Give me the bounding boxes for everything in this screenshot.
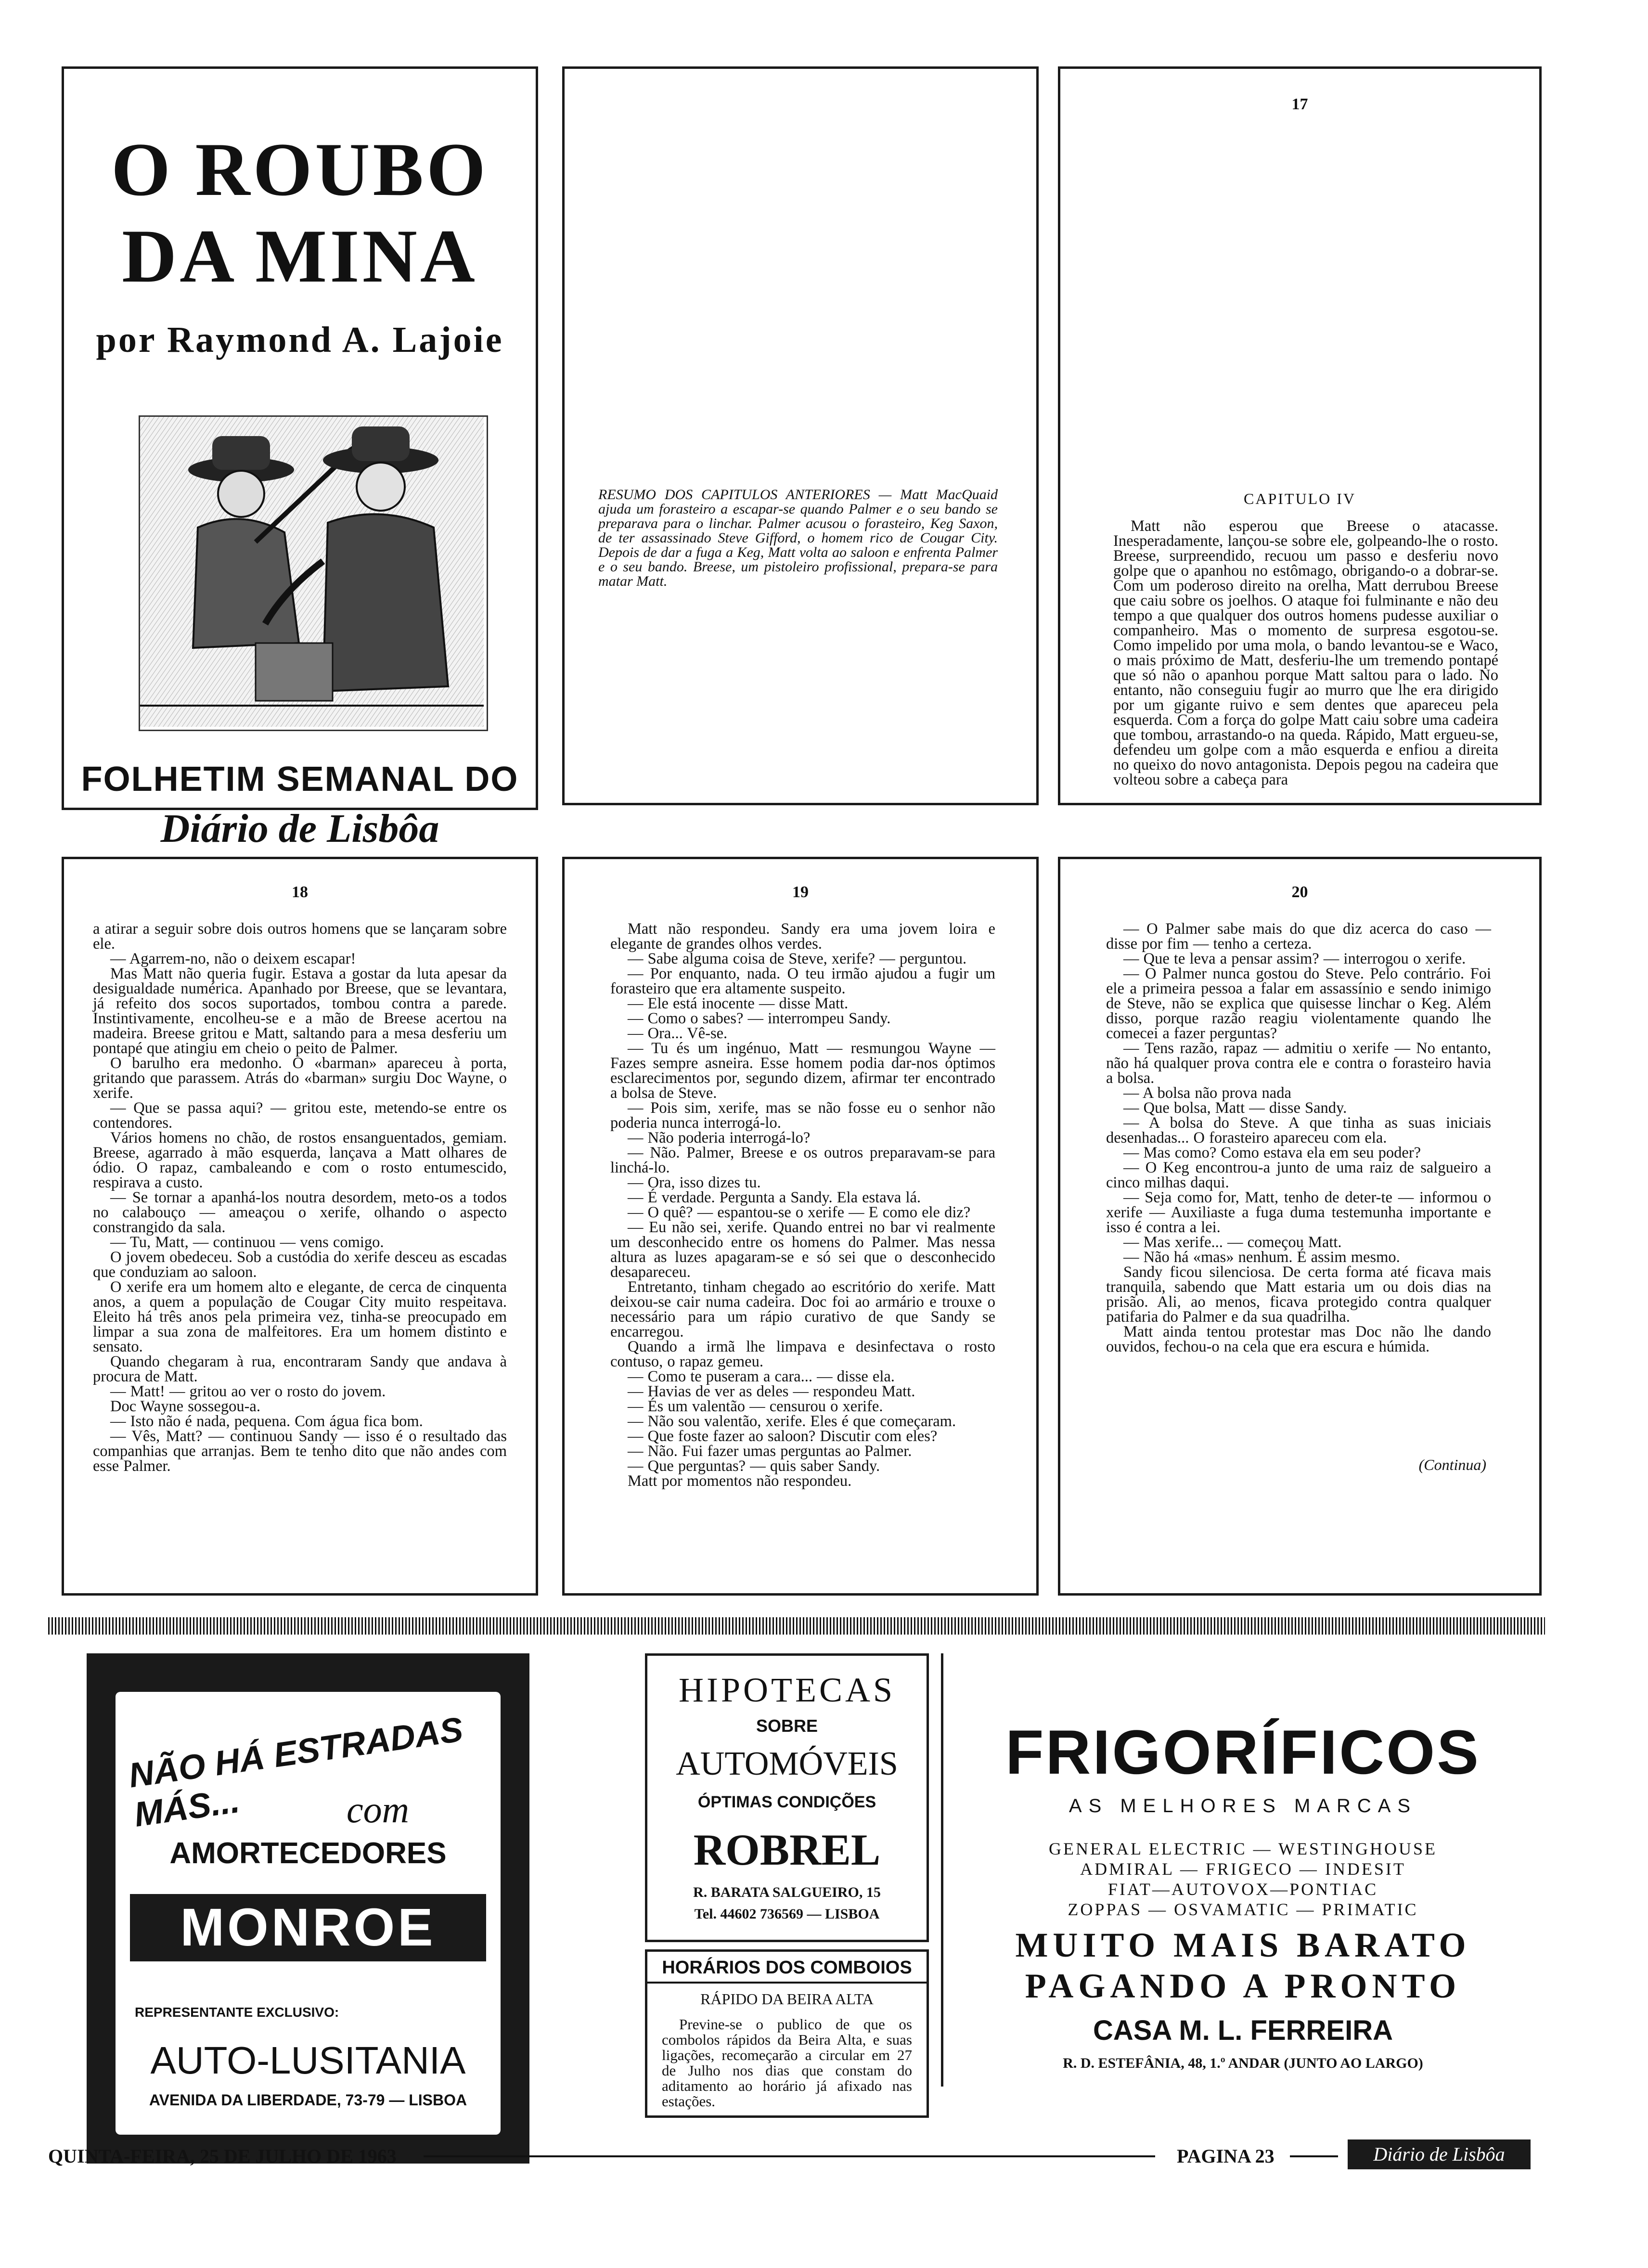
paragraph: — Ele está inocente — disse Matt. — [628, 995, 849, 1012]
paragraph: — Ora... Vê-se. — [628, 1025, 728, 1042]
title-line-1: O ROUBO — [111, 128, 489, 212]
footer-masthead: Diário de Lisbôa — [1348, 2139, 1531, 2169]
paragraph: — Que foste fazer ao saloon? Discutir com eles? — [628, 1428, 938, 1445]
paragraph: — Mas xerife... — começou Matt. — [1123, 1234, 1342, 1251]
paragraph: — O Palmer nunca gostou do Steve. Pelo contrário. Foi ele a primeira pessoa a falar em assassínio e sendo inimigo de Steve, não se explica que quisesse linchar o Keg. Além disso, porque razão reagiu violentamente quando lhe comecei a fazer perguntas? — [1106, 965, 1491, 1042]
summary-panel — [562, 66, 1039, 805]
previous-chapters-summary: RESUMO DOS CAPITULOS ANTERIORES — Matt MacQuaid ajuda um forasteiro a escapar-se quando Palmer e o seu bando se preparava para o linchar. Palmer acusou o forasteiro, Keg Saxon, de ter assassinado Steve Gifford, o homem rico de Cougar City. Depois de dar a fuga a Keg, Matt volta ao saloon e enfrenta Palmer e o seu bando. Breese, um pistoleiro profissional, prepara-se para matar Matt. — [598, 487, 998, 589]
story-author: por Raymond A. Lajoie — [96, 320, 504, 360]
paragraph: — Tens razão, rapaz — admitiu o xerife — No entanto, não há qualquer prova contra ele e contra o forasteiro havia a bolsa. — [1106, 1040, 1491, 1087]
frig-brand-line: ZOPPAS — OSVAMATIC — PRIMATIC — [1068, 1900, 1418, 1919]
page-17-panel — [1058, 66, 1542, 805]
footer-date: QUINTA-FEIRA, 25 DE JULHO DE 1963 — [48, 2145, 397, 2167]
paragraph: — Não poderia interrogá-lo? — [628, 1129, 811, 1147]
paragraph: Matt não respondeu. Sandy era uma jovem loira e elegante de grandes olhos verdes. — [610, 920, 995, 953]
frig-line-b: PAGANDO A PRONTO — [1025, 1967, 1461, 2005]
hip-line4: ÓPTIMAS CONDIÇÕES — [697, 1793, 876, 1811]
paragraph: — Não. Palmer, Breese e os outros preparavam-se para linchá-lo. — [610, 1144, 995, 1176]
robrel-address: R. BARATA SALGUEIRO, 15 — [693, 1884, 881, 1900]
page-number-19: 19 — [792, 883, 809, 901]
paragraph: — És um valentão — censurou o xerife. — [628, 1398, 883, 1415]
monroe-ad — [87, 1653, 529, 2164]
paragraph: — Por enquanto, nada. O teu irmão ajudou a fugir um forasteiro que era altamente suspeito. — [610, 965, 995, 997]
title-line-2: DA MINA — [122, 214, 478, 298]
paragraph: — Que se passa aqui? — gritou este, metendo-se entre os contendores. — [93, 1099, 507, 1132]
paragraph: — Sabe alguma coisa de Steve, xerife? — perguntou. — [628, 950, 967, 967]
hipotecas-ad — [645, 1653, 929, 1942]
paragraph: — É verdade. Pergunta a Sandy. Ela estava lá. — [628, 1189, 921, 1206]
page-18-panel — [62, 857, 538, 1596]
paragraph: — Mas como? Como estava ela em seu poder? — [1123, 1144, 1421, 1161]
paragraph: — Não. Fui fazer umas perguntas ao Palmer. — [628, 1443, 912, 1460]
hip-line3: AUTOMÓVEIS — [676, 1745, 898, 1782]
frig-line-a: MUITO MAIS BARATO — [1015, 1926, 1471, 1964]
paragraph: O barulho era medonho. O «barman» apareceu à porta, gritando que parassem. Atrás do «barman» surgiu Doc Wayne, o xerife. — [93, 1055, 507, 1102]
paragraph: — Eu não sei, xerife. Quando entrei no bar vi realmente um desconhecido entre os homens do Palmer. Mas nessa altura as luzes apagaram-se e só sei que o desconhecido desapareceu. — [610, 1219, 995, 1281]
page-18-text — [93, 922, 507, 1474]
paragraph: — O Keg encontrou-a junto de uma raiz de salgueiro a cinco milhas daqui. — [1106, 1159, 1491, 1191]
monroe-ad-inner — [116, 1692, 501, 2135]
frig-brand-list — [943, 1839, 1543, 1920]
newspaper-masthead: Diário de Lisbôa — [160, 806, 439, 851]
comboios-title: HORÁRIOS DOS COMBOIOS — [662, 1958, 912, 1978]
paragraph: Doc Wayne sossegou-a. — [110, 1398, 260, 1415]
page-20-panel — [1058, 857, 1542, 1596]
robrel-brand: ROBREL — [693, 1825, 881, 1874]
paragraph: Entretanto, tinham chegado ao escritório do xerife. Matt deixou-se cair numa cadeira. Doc foi ao armário e trouxe o necessário para um rápio curativo de que Sandy se encarregou. — [610, 1278, 995, 1340]
cowboys-fight-illustration — [139, 415, 488, 731]
paragraph: Quando chegaram à rua, encontraram Sandy que andava à procura de Matt. — [93, 1353, 507, 1385]
footer-rule-right — [1290, 2155, 1338, 2157]
comboios-subtitle: RÁPIDO DA BEIRA ALTA — [700, 1990, 874, 2008]
paragraph: — Se tornar a apanhá-los noutra desordem, meto-os a todos no calabouço — ameaçou o xerife, olhando o aspecto constrangido da sala. — [93, 1189, 507, 1236]
decorative-divider — [48, 1617, 1545, 1635]
paragraph: Matt por momentos não respondeu. — [628, 1472, 852, 1490]
paragraph: — Não há «mas» nenhum. É assim mesmo. — [1123, 1249, 1400, 1266]
page-17-text — [1113, 519, 1498, 787]
paragraph: — Havias de ver as deles — respondeu Matt. — [628, 1383, 915, 1400]
paragraph: — Que perguntas? — quis saber Sandy. — [628, 1457, 880, 1475]
paragraph: — Agarrem-no, não o deixem escapar! — [110, 950, 356, 967]
frig-subtitle: AS MELHORES MARCAS — [1069, 1795, 1417, 1817]
monroe-rep: REPRESENTANTE EXCLUSIVO: — [135, 2005, 339, 2020]
paragraph: — A bolsa não prova nada — [1123, 1084, 1291, 1102]
monroe-headline: NÃO HÁ ESTRADAS MÁS... — [126, 1710, 465, 1834]
frig-brand-line: GENERAL ELECTRIC — WESTINGHOUSE — [1049, 1839, 1437, 1858]
frig-brand-line: FIAT—AUTOVOX—PONTIAC — [1107, 1880, 1378, 1899]
monroe-com: com — [347, 1789, 409, 1830]
monroe-brand: MONROE — [130, 1894, 486, 1961]
paragraph: a atirar a seguir sobre dois outros homens que se lançaram sobre ele. — [93, 920, 507, 953]
folhetim-label: FOLHETIM SEMANAL DO — [81, 760, 519, 799]
page-19-panel — [562, 857, 1039, 1596]
monroe-product: AMORTECEDORES — [169, 1837, 447, 1870]
paragraph: — Pois sim, xerife, mas se não fosse eu o senhor não poderia nunca interrogá-lo. — [610, 1099, 995, 1132]
frigorificos-ad — [941, 1653, 1543, 2087]
paragraph: — Ora, isso dizes tu. — [628, 1174, 761, 1191]
paragraph: — O Palmer sabe mais do que diz acerca do caso — disse por fim — tenho a certeza. — [1106, 920, 1491, 953]
comboios-text: Previne-se o publico de que os combolos rápidos da Beira Alta, e suas ligações, recomeçarão a circular em 27 de Julho nos dias que constam do aditamento ao horário já afixado nas estações. — [662, 2016, 912, 2110]
paragraph: — O quê? — espantou-se o xerife — E como ele diz? — [628, 1204, 971, 1221]
paragraph: — Como o sabes? — interrompeu Sandy. — [628, 1010, 891, 1027]
page-number-17: 17 — [1291, 95, 1308, 113]
paragraph: — Isto não é nada, pequena. Com água fica bom. — [110, 1413, 423, 1430]
paragraph: Sandy ficou silenciosa. De certa forma até ficava mais tranquila, sabendo que Matt estaria um ou dois dias na prisão. Ali, ao menos, ficava protegido contra qualquer patifaria do Palmer e da sua quadrilha. — [1106, 1263, 1491, 1326]
frig-address: R. D. ESTEFÂNIA, 48, 1.º ANDAR (JUNTO AO LARGO) — [1063, 2055, 1423, 2071]
paragraph: — Tu és um ingénuo, Matt — resmungou Wayne — Fazes sempre asneira. Esse homem podia dar-nos óptimos esclarecimentos por, segundo dizem, afirmar ter encontrado a bolsa de Steve. — [610, 1040, 995, 1102]
footer-rule-left — [424, 2155, 1155, 2157]
paragraph: O jovem obedeceu. Sob a custódia do xerife desceu as escadas que conduziam ao saloon. — [93, 1249, 507, 1281]
paragraph: — Vês, Matt? — continuou Sandy — isso é o resultado das companhias que arranjas. Bem te tenho dito que não andes com esse Palmer. — [93, 1428, 507, 1475]
paragraph: — Que te leva a pensar assim? — interrogou o xerife. — [1123, 950, 1466, 967]
paragraph: — Seja como for, Matt, tenho de deter-te — informou o xerife — Auxiliaste a fuga duma testemunha importante e isso é contra a lei. — [1106, 1189, 1491, 1236]
paragraph: — Como te puseram a cara... — disse ela. — [628, 1368, 895, 1385]
robrel-phone: Tel. 44602 736569 — LISBOA — [694, 1906, 880, 1922]
paragraph: — Tu, Matt, — continuou — vens comigo. — [110, 1234, 384, 1251]
page-19-text — [610, 922, 995, 1489]
paragraph: Matt não esperou que Breese o atacasse. Inesperadamente, lançou-se sobre ele, golpeando-lhe o rosto. Breese, surpreendido, recuou um passo e desferiu novo golpe que o apanhou no estômago, obrigando-o a dobrar-se. Com um poderoso direito na orelha, Matt derrubou Breese que caiu sobre os joelhos. O ataque foi fulminante e não deu tempo a que qualquer dos outros homens pudesse auxiliar o companheiro. Mas o momento de surpresa esgotou-se. Como impelido por uma mola, o bando levantou-se e Waco, o mais próximo de Matt, desferiu-lhe um tremendo pontapé que só não o apanhou porque Matt saltou para o lado. No entanto, não conseguiu fugir ao murro que lhe era dirigido por um gigante ruivo e sem dentes que apareceu pela esquerda. Com a força do golpe Matt caiu sobre uma cadeira que tombou, arrastando-o na queda. Rápido, Matt ergueu-se, defendeu um golpe com a mão esquerda e enfiou a direita no queixo do novo antagonista. Depois pegou na cadeira que volteou sobre a cabeça para — [1113, 517, 1498, 788]
title-panel — [62, 66, 538, 851]
paragraph: O xerife era um homem alto e elegante, de cerca de cinquenta anos, a quem a população de Cougar City muito respeitava. Eleito há três anos pela primeira vez, tinha-se preocupado em limpar a sua zona de malfeitores. Era um homem distinto e sensato. — [93, 1278, 507, 1355]
paragraph: Mas Matt não queria fugir. Estava a gostar da luta apesar da desigualdade numérica. Apanhado por Breese, que se levantara, já refeito dos socos suportados, tombou contra a parede. Instintivamente, encolheu-se e a mão de Breese acertou na madeira. Breese gritou e Matt, saltando para a mesa desferiu um pontapé que atingiu em cheio o peito de Palmer. — [93, 965, 507, 1057]
paragraph: — Não sou valentão, xerife. Eles é que começaram. — [628, 1413, 956, 1430]
frig-title: FRIGORÍFICOS — [1005, 1717, 1481, 1787]
continua-note: (Continua) — [1418, 1456, 1486, 1473]
chapter-heading: CAPITULO IV — [1244, 490, 1356, 507]
paragraph: — Que bolsa, Matt — disse Sandy. — [1123, 1099, 1347, 1117]
paragraph: Matt ainda tentou protestar mas Doc não lhe dando ouvidos, fechou-o na cela que era escura e húmida. — [1106, 1323, 1491, 1355]
page-number-20: 20 — [1291, 883, 1308, 901]
monroe-company: AUTO-LUSITANIA — [150, 2039, 466, 2082]
page-number-18: 18 — [292, 883, 308, 901]
comboios-notice — [645, 1949, 929, 2118]
paragraph: — A bolsa do Steve. A que tinha as suas iniciais desenhadas... O forasteiro apareceu com ela. — [1106, 1114, 1491, 1147]
paragraph: — Matt! — gritou ao ver o rosto do jovem. — [110, 1383, 386, 1400]
monroe-address: AVENIDA DA LIBERDADE, 73-79 — LISBOA — [149, 2091, 467, 2109]
story-title — [64, 127, 536, 300]
paragraph: Vários homens no chão, de rostos ensanguentados, gemiam. Breese, agarrado à mão esquerda, lançava a Matt olhares de ódio. O rapaz, cambaleando e com o rosto entumescido, respirava a custo. — [93, 1129, 507, 1191]
hip-line1: HIPOTECAS — [678, 1671, 896, 1709]
paragraph: Quando a irmã lhe limpava e desinfectava o rosto contuso, o rapaz gemeu. — [610, 1338, 995, 1370]
comboios-rule — [647, 1982, 927, 1984]
frig-store: CASA M. L. FERREIRA — [1093, 2015, 1393, 2046]
hip-line2: SOBRE — [756, 1716, 818, 1736]
footer-page: PAGINA 23 — [1177, 2145, 1275, 2167]
page-20-text — [1106, 922, 1491, 1354]
frig-brand-line: ADMIRAL — FRIGECO — INDESIT — [1080, 1859, 1406, 1879]
